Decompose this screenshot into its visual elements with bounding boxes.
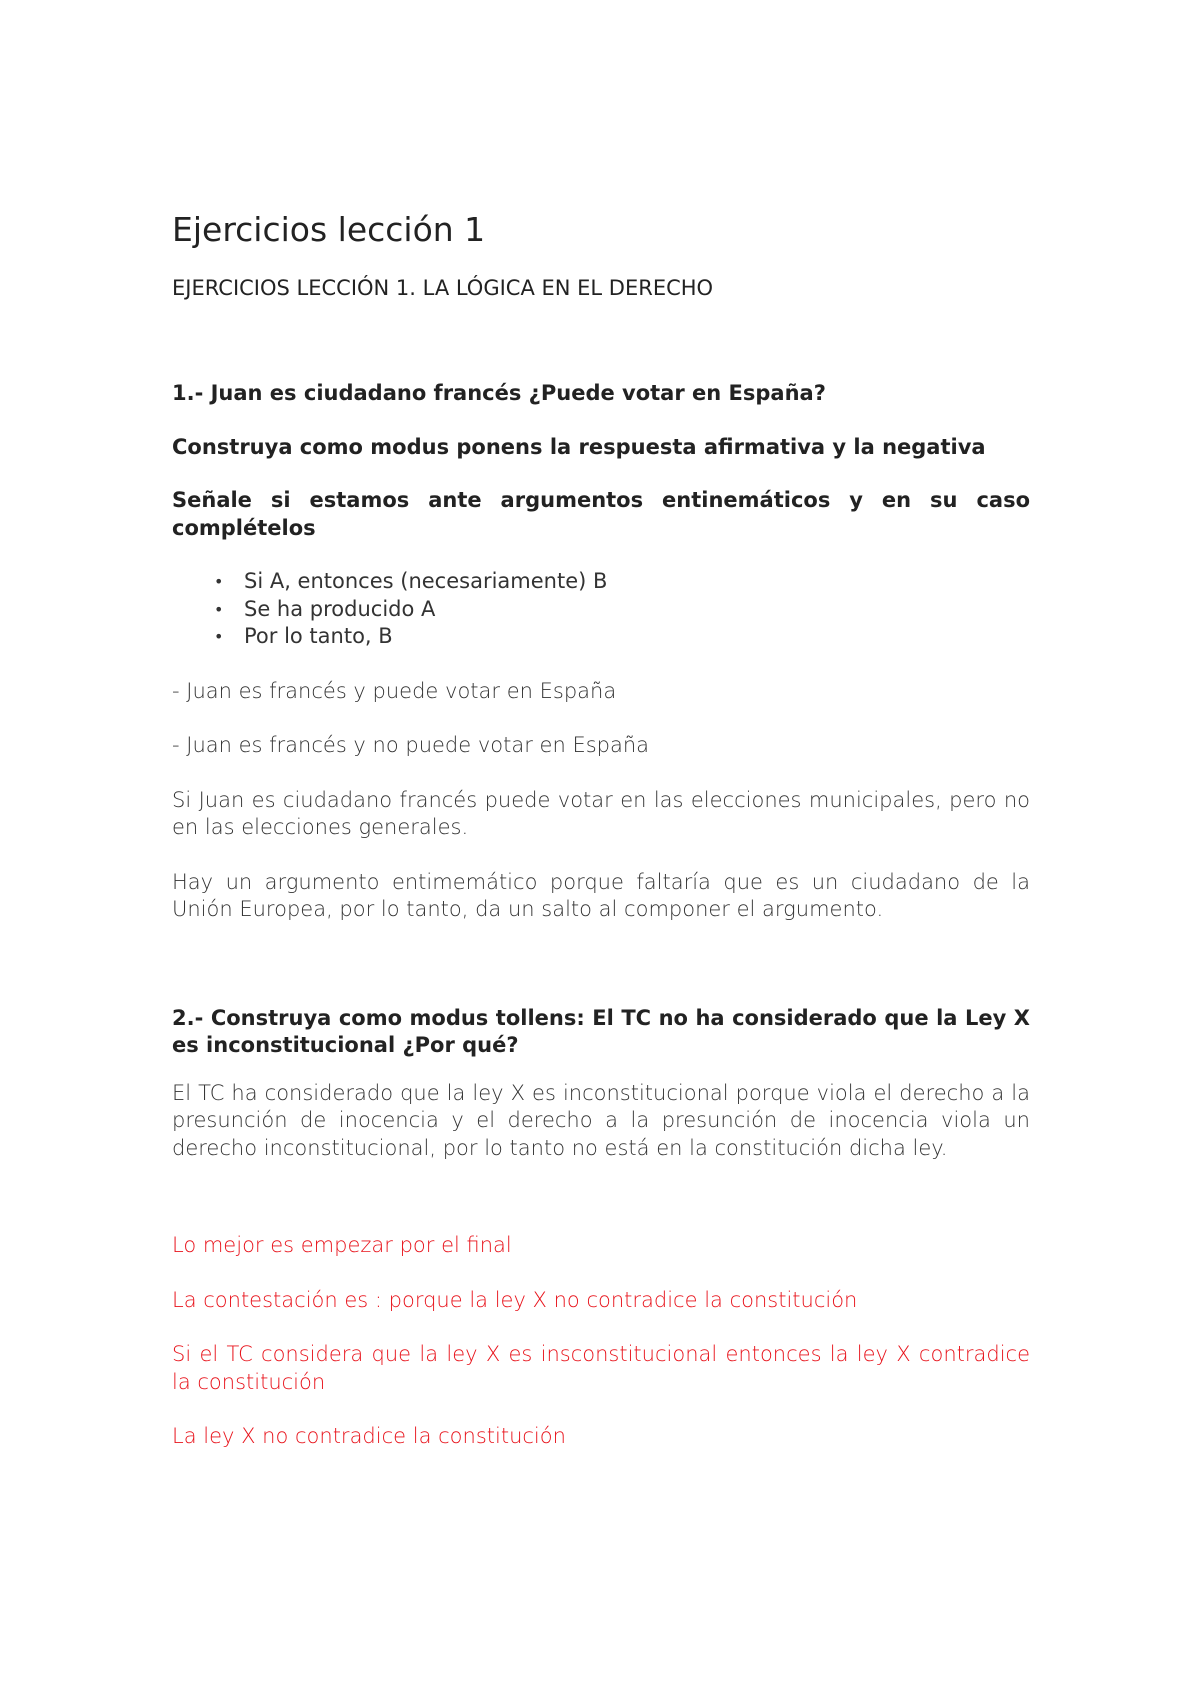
bullet-icon: • <box>214 627 224 646</box>
correction-paragraph: Si el TC considera que la ley X es insconstitucional entonces la ley X contradice la constitución <box>172 1342 1030 1394</box>
answer-paragraph: Si Juan es ciudadano francés puede votar en las elecciones municipales, pero no en las elecciones generales. <box>172 787 1030 839</box>
list-item: • Si A, entonces (necesariamente) B <box>172 568 1030 596</box>
question-2-heading: 2.- Construya como modus tollens: El TC no ha considerado que la Ley X es inconstitucional ¿Por qué? <box>172 1005 1030 1057</box>
list-item: • Por lo tanto, B <box>172 623 1030 651</box>
answer-paragraph: El TC ha considerado que la ley X es inconstitucional porque viola el derecho a la presunción de inocencia y el derecho a la presunción de inocencia viola un derecho inconstitucional, por lo tanto no está en la constitución dicha ley. <box>172 1080 1030 1160</box>
bullet-icon: • <box>214 599 224 619</box>
bullet-list <box>172 568 1030 651</box>
spacer <box>172 1189 1030 1232</box>
question-1-instruction-1: Construya como modus ponens la respuesta afirmativa y la negativa <box>172 434 986 459</box>
bullet-icon: • <box>214 572 224 591</box>
document-title: Ejercicios lección 1 <box>172 210 486 249</box>
correction-paragraph: La contestación es : porque la ley X no contradice la constitución <box>172 1287 858 1312</box>
answer-paragraph: - Juan es francés y no puede votar en España <box>172 733 650 757</box>
correction-paragraph: Lo mejor es empezar por el final <box>172 1233 512 1257</box>
document-page <box>172 210 1030 1478</box>
answer-paragraph: - Juan es francés y puede votar en España <box>172 678 617 703</box>
answer-paragraph: Hay un argumento entimemático porque faltaría que es un ciudadano de la Unión Europea, por lo tanto, da un salto al componer el argumento. <box>172 869 1030 921</box>
spacer <box>172 951 1030 1005</box>
question-1-instruction-2: Señale si estamos ante argumentos entinemáticos y en su caso complételos <box>172 488 1030 540</box>
document-subtitle: EJERCICIOS LECCIÓN 1. LA LÓGICA EN EL DERECHO <box>172 276 714 300</box>
list-item: • Se ha producido A <box>172 596 1030 624</box>
correction-paragraph: La ley X no contradice la constitución <box>172 1424 566 1448</box>
question-1-heading: 1.- Juan es ciudadano francés ¿Puede votar en España? <box>172 381 826 405</box>
